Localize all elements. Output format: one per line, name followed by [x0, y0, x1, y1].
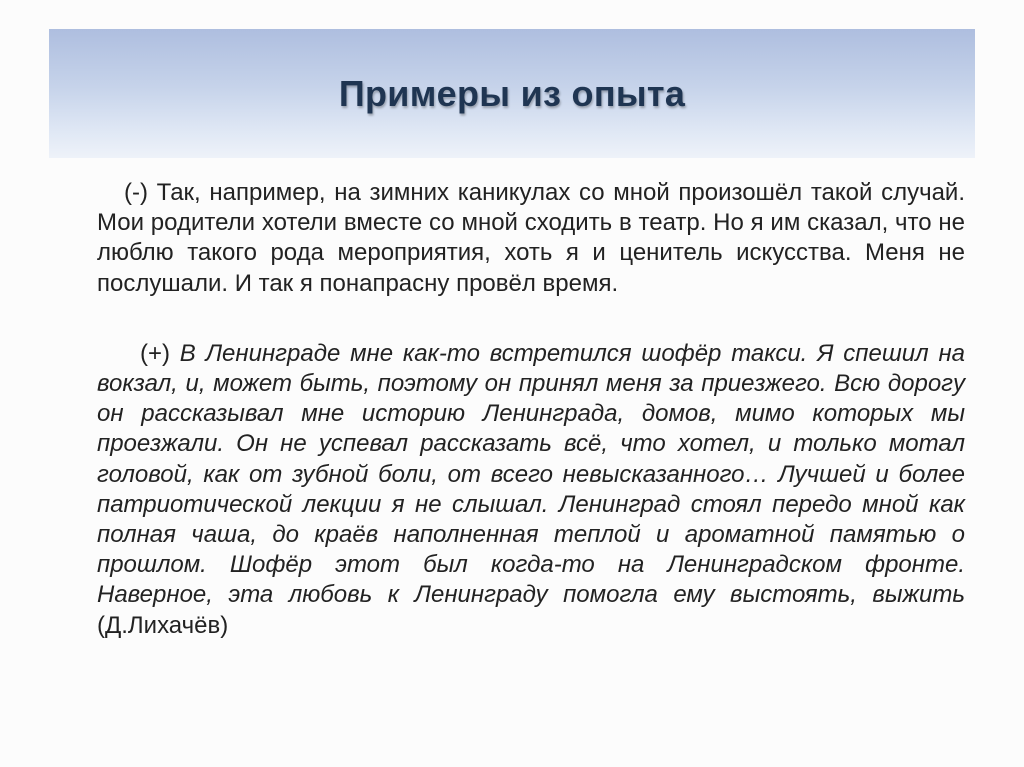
lihachev-quote: В Ленинграде мне как-то встретился шофёр такси. Я спешил на вокзал, и, может быть, поэтому он принял меня за приезжего. Всю дорогу он рассказывал мне историю Ленинграда, домов, мимо которых мы проезжали. Он не успевал рассказать всё, что хотел, и только мотал головой, как от зубной боли, от всего невысказанного… Лучшей и более патриотической лекции я не слышал. Ленинград стоял передо мной как полная чаша, до краёв наполненная теплой и ароматной памятью о прошлом. Шофёр этот был когда-то на Ленинградском фронте. Наверное, эта любовь к Ленинграду помогла ему выстоять, выжить	[97, 339, 965, 609]
slide-title: Примеры из опыта	[338, 72, 686, 114]
negative-example-paragraph: (-) Так, например, на зимних каникулах со мной произошёл такой случай. Мои родители хотели вместе со мной сходить в театр. Но я им сказал, что не люблю такого рода мероприятия, хоть я и ценитель искусства. Меня не послушали. И так я понапрасну провёл время.	[97, 179, 965, 297]
positive-example-paragraph	[97, 339, 965, 641]
positive-marker: (+)	[140, 339, 170, 367]
slide-body	[97, 178, 965, 641]
quote-attribution: (Д.Лихачёв)	[97, 611, 229, 639]
title-banner	[49, 29, 975, 158]
